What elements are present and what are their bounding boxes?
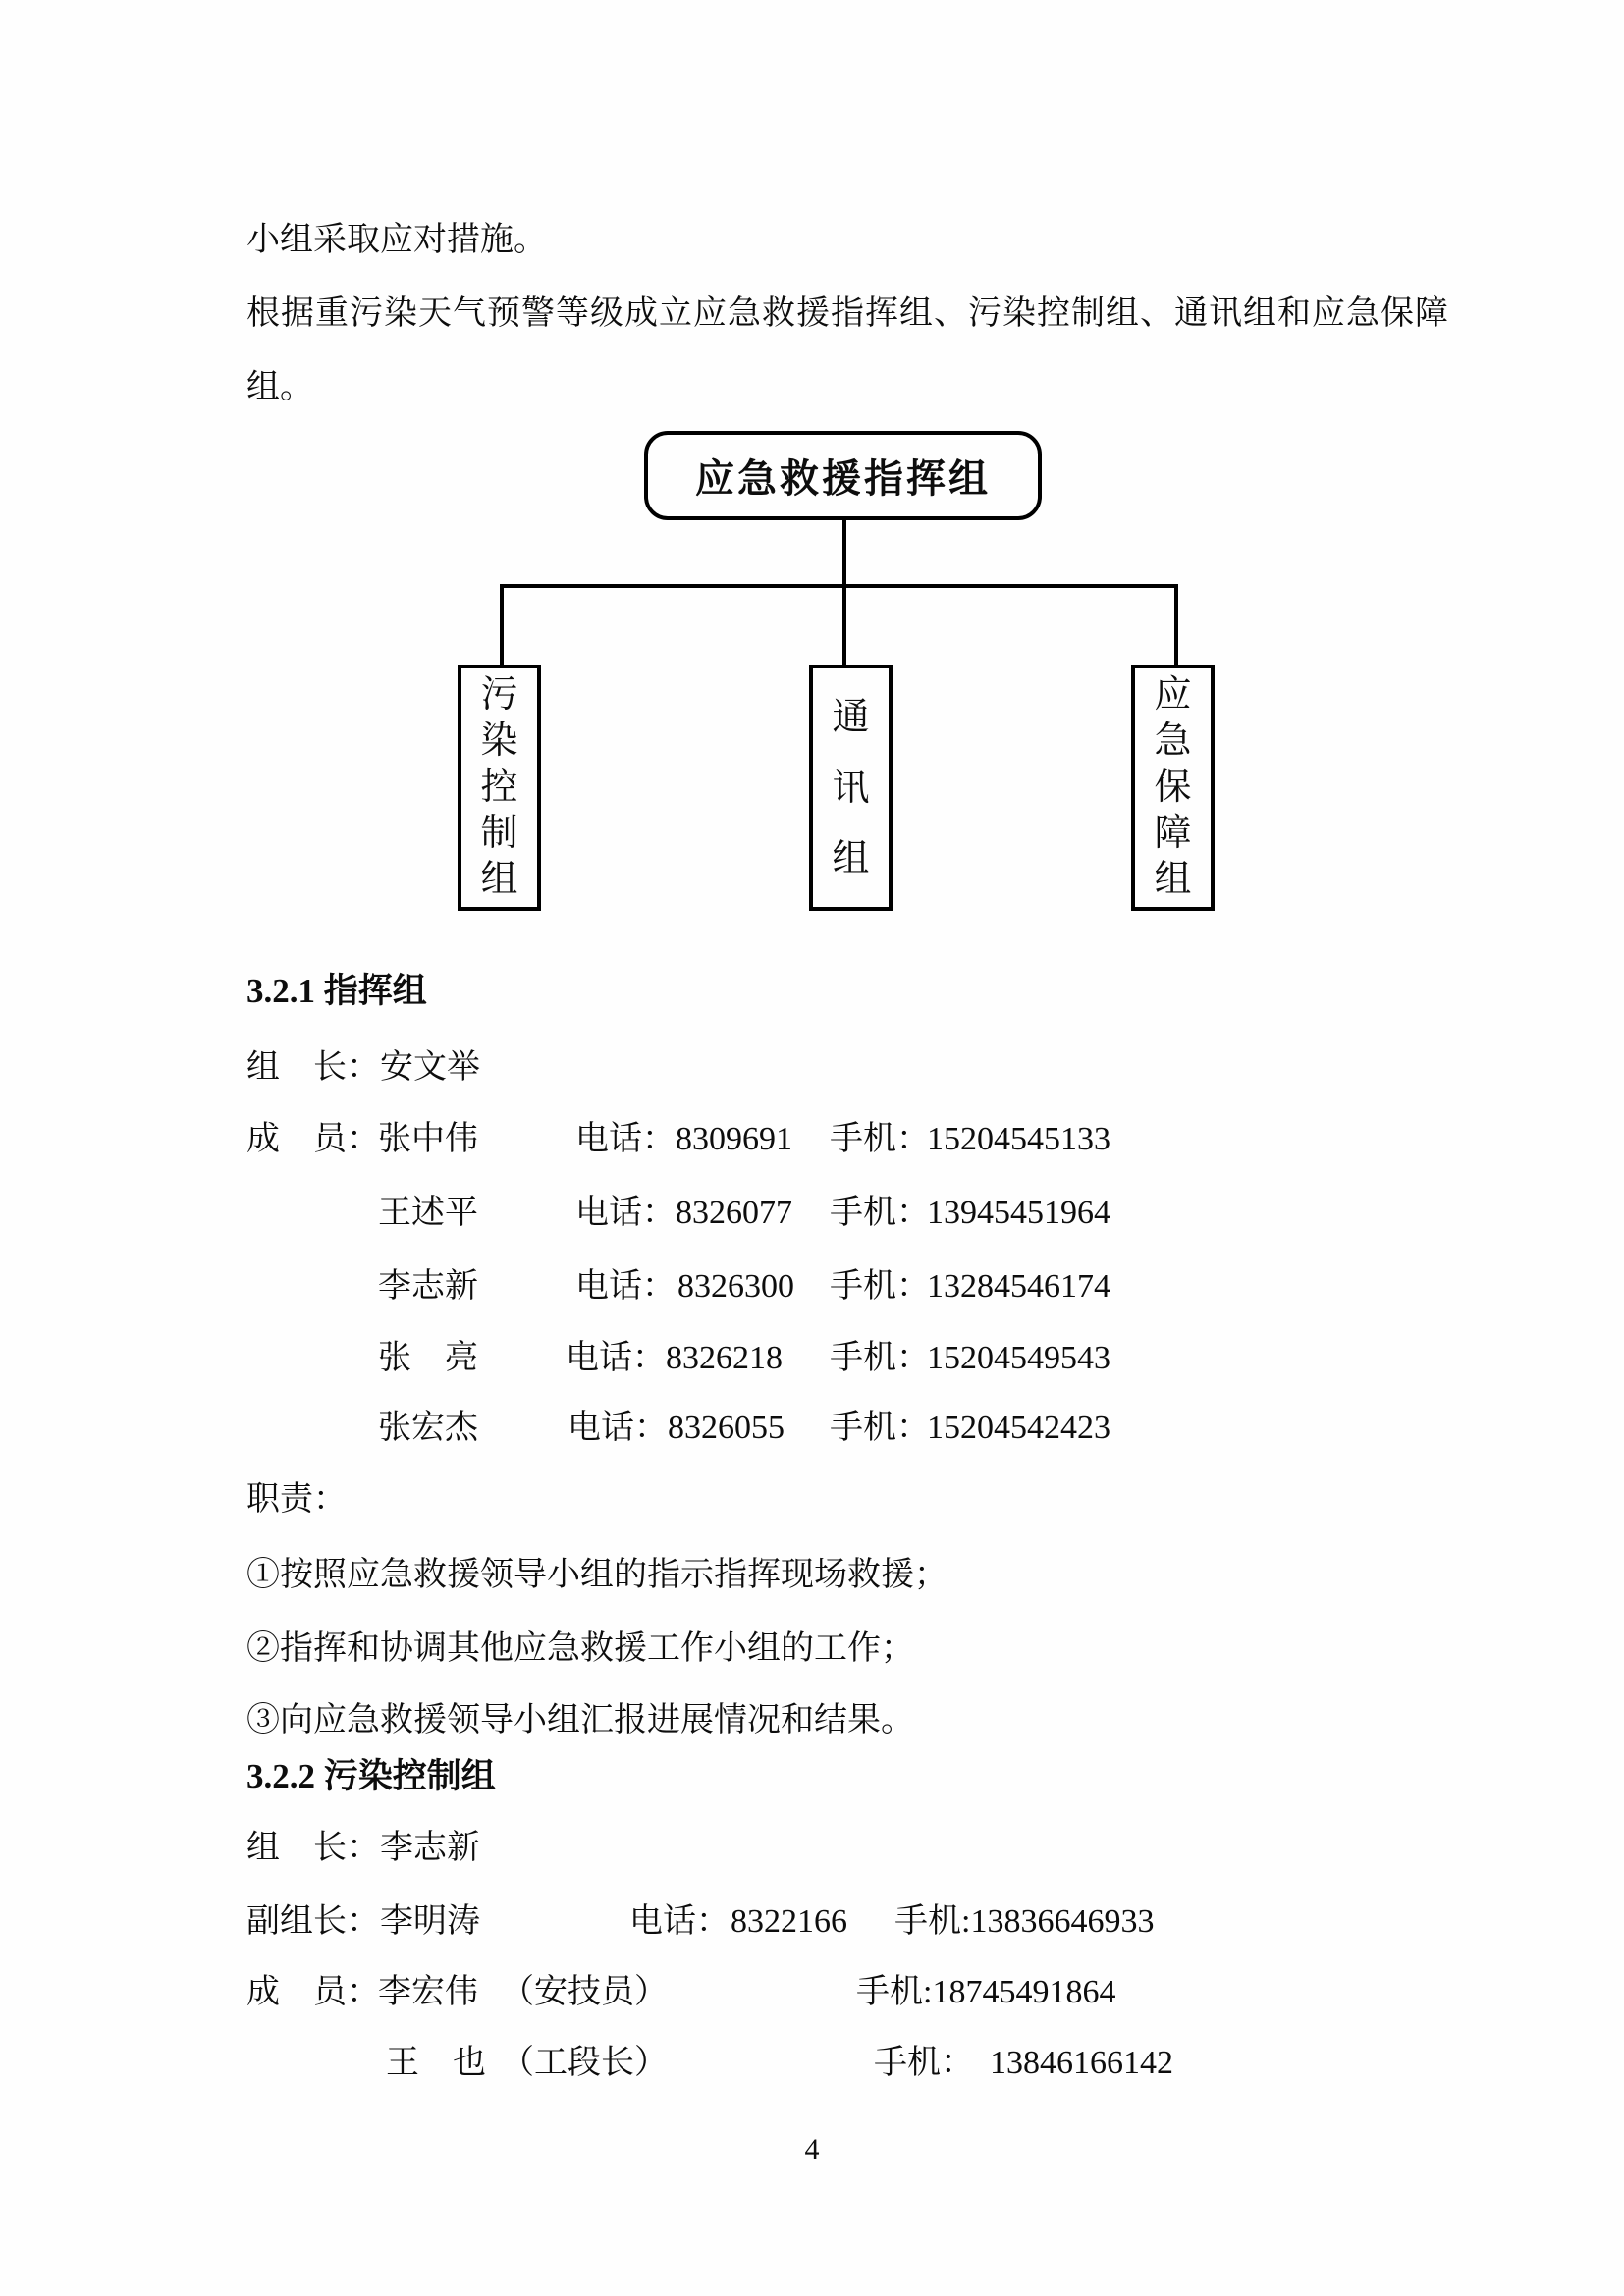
member-name: 张中伟 xyxy=(378,1121,478,1157)
duty-item-row xyxy=(0,1551,1624,1600)
orgchart-root-label: 应急救援指挥组 xyxy=(695,456,991,501)
duty-item-row xyxy=(0,1696,1624,1745)
member-row xyxy=(0,1115,1624,1164)
duties-label: 职责： xyxy=(246,1481,347,1518)
mobile-label: 手机： xyxy=(830,1340,930,1376)
phone-number: 8326077 xyxy=(676,1195,792,1231)
orgchart-box-emergency-support xyxy=(1131,665,1215,911)
section-321-heading xyxy=(0,967,1624,1016)
deputy-leader-row xyxy=(0,1897,1624,1947)
duty-item-row xyxy=(0,1625,1624,1674)
leader-name: 李志新 xyxy=(380,1830,480,1866)
member-name: 王述平 xyxy=(378,1195,478,1231)
orgchart-root-connector-line xyxy=(842,520,846,586)
leader-row xyxy=(0,1824,1624,1873)
orgchart-box-label: 污染控制组 xyxy=(480,674,518,900)
orgchart-box-label: 通讯组 xyxy=(832,696,870,880)
member-name: 李志新 xyxy=(378,1268,478,1305)
duty-item-text: ①按照应急救援领导小组的指示指挥现场救援； xyxy=(246,1557,947,1593)
paragraph-line-1 xyxy=(0,216,1624,265)
member-name: 李宏伟 xyxy=(378,1974,478,2010)
page-number: 4 xyxy=(804,2133,820,2165)
member-role: （工段长） xyxy=(501,2045,668,2081)
member-name: 王 也 xyxy=(386,2045,486,2081)
mobile-number: 15204549543 xyxy=(927,1340,1110,1376)
leader-row xyxy=(0,1043,1624,1093)
member-label: 成 员： xyxy=(246,1121,380,1157)
phone-number: 8322166 xyxy=(731,1903,847,1940)
heading-text: 3.2.2 污染控制组 xyxy=(246,1757,496,1795)
phone-label: 电话： xyxy=(575,1121,676,1157)
member-label: 成 员： xyxy=(246,1974,380,2010)
member-row xyxy=(0,2039,1624,2088)
phone-label: 电话： xyxy=(629,1903,730,1940)
phone-label: 电话： xyxy=(575,1268,676,1305)
mobile-label: 手机： xyxy=(830,1268,930,1305)
orgchart-box-label: 应急保障组 xyxy=(1154,674,1192,900)
orgchart-box-communication xyxy=(809,665,893,911)
member-row xyxy=(0,1189,1624,1238)
phone-label: 电话： xyxy=(575,1195,676,1231)
phone-number: 8309691 xyxy=(676,1121,792,1157)
mobile-number: 15204545133 xyxy=(927,1121,1110,1157)
mobile-number: 13846166142 xyxy=(990,2045,1173,2081)
mobile-number: 13284546174 xyxy=(927,1268,1110,1305)
leader-label: 组 长： xyxy=(246,1049,380,1086)
member-name: 张 亮 xyxy=(378,1340,478,1376)
mobile-number: 手机:18745491864 xyxy=(856,1974,1116,2010)
leader-name: 安文举 xyxy=(380,1049,480,1086)
mobile-label: 手机： xyxy=(830,1121,930,1157)
orgchart-left-drop-line xyxy=(500,584,504,665)
phone-number: 8326218 xyxy=(666,1340,783,1376)
heading-text: 3.2.1 指挥组 xyxy=(246,972,427,1010)
mobile-number: 手机:13836646933 xyxy=(894,1903,1155,1940)
phone-number: 8326055 xyxy=(668,1410,785,1446)
duty-item-text: ③向应急救援领导小组汇报进展情况和结果。 xyxy=(246,1702,914,1738)
member-row xyxy=(0,1404,1624,1453)
leader-label: 组 长： xyxy=(246,1830,380,1866)
member-row xyxy=(0,1262,1624,1311)
member-name: 张宏杰 xyxy=(378,1410,478,1446)
deputy-name: 李明涛 xyxy=(380,1903,480,1940)
orgchart-right-drop-line xyxy=(1174,584,1178,665)
mobile-number: 13945451964 xyxy=(927,1195,1110,1231)
orgchart-root-box xyxy=(644,431,1042,520)
paragraph-text: 组。 xyxy=(246,369,313,405)
member-role: （安技员） xyxy=(501,1974,668,2010)
mobile-label: 手机： xyxy=(874,2045,974,2081)
member-row xyxy=(0,1334,1624,1383)
orgchart-box-pollution-control xyxy=(458,665,541,911)
phone-label: 电话： xyxy=(568,1410,668,1446)
mobile-label: 手机： xyxy=(830,1195,930,1231)
paragraph-text: 小组采取应对措施。 xyxy=(246,222,547,258)
paragraph-line-2 xyxy=(0,290,1624,339)
duty-item-text: ②指挥和协调其他应急救援工作小组的工作； xyxy=(246,1630,914,1667)
phone-number: 8326300 xyxy=(677,1268,794,1305)
deputy-label: 副组长： xyxy=(246,1903,380,1940)
member-row xyxy=(0,1968,1624,2017)
paragraph-line-3 xyxy=(0,363,1624,412)
mobile-label: 手机： xyxy=(830,1410,930,1446)
orgchart-horizontal-connector-line xyxy=(502,584,1178,588)
paragraph-text: 根据重污染天气预警等级成立应急救援指挥组、污染控制组、通讯组和应急保障 xyxy=(246,295,1449,332)
mobile-number: 15204542423 xyxy=(927,1410,1110,1446)
duties-label-row xyxy=(0,1475,1624,1524)
section-322-heading xyxy=(0,1752,1624,1801)
orgchart-middle-drop-line xyxy=(842,584,846,665)
phone-label: 电话： xyxy=(566,1340,666,1376)
